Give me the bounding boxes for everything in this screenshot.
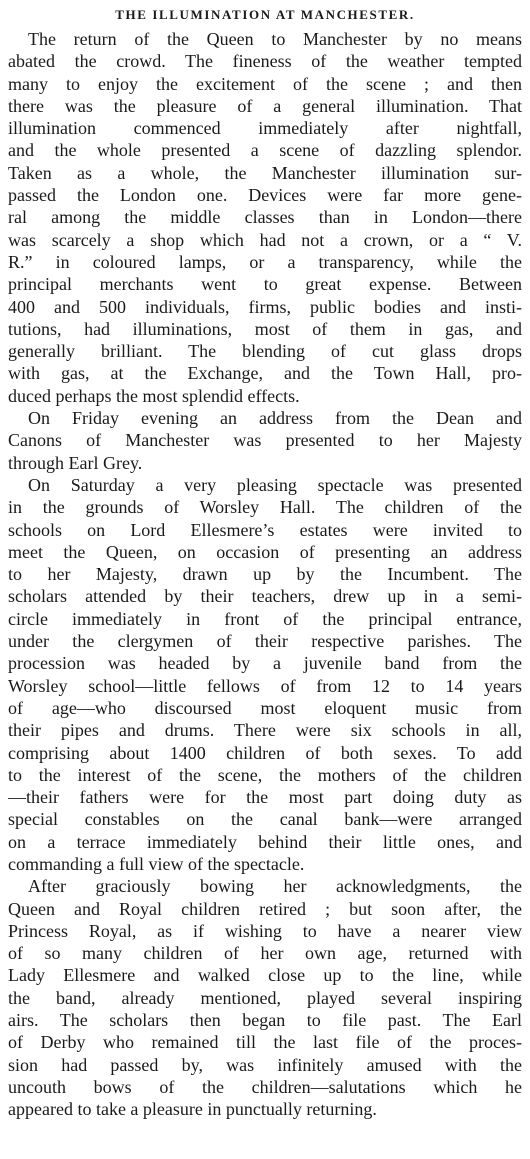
text-line: airs. The scholars then began to file past. The Earl [8, 1010, 522, 1031]
text-line: uncouth bows of the children—salutations which he [8, 1076, 522, 1097]
text-line: duced perhaps the most splendid effects. [8, 385, 300, 406]
article-paragraph [8, 28, 522, 407]
text-line: Lady Ellesmere and walked close up to the line, while [8, 965, 522, 986]
text-line: generally brilliant. The blending of cut glass drops [8, 341, 522, 362]
article-paragraph [8, 875, 522, 1120]
article-body [8, 28, 522, 1121]
text-line: commanding a full view of the spectacle. [8, 853, 305, 874]
text-line: R.” in coloured lamps, or a transparency, while the [8, 251, 522, 272]
text-line: comprising about 1400 children of both sexes. To add [8, 742, 522, 763]
text-line: Princess Royal, as if wishing to have a nearer view [8, 920, 522, 941]
text-line: their pipes and drums. There were six schools in all, [8, 720, 522, 741]
text-line: of Derby who remained till the last file of the proces- [8, 1032, 522, 1053]
text-line: there was the pleasure of a general illumination. That [8, 95, 522, 116]
text-line: to the interest of the scene, the mothers of the children [8, 764, 522, 785]
text-line: meet the Queen, on occasion of presenting an address [8, 541, 522, 562]
article-paragraph [8, 474, 522, 875]
text-line: Canons of Manchester was presented to her Majesty [8, 430, 522, 451]
text-line: sion had passed by, was infinitely amused with the [8, 1054, 522, 1075]
text-line: illumination commenced immediately after nightfall, [8, 118, 522, 139]
article-headline: THE ILLUMINATION AT MANCHESTER. [115, 7, 415, 22]
text-line: schools on Lord Ellesmere’s estates were invited to [8, 519, 522, 540]
text-line: principal merchants went to great expense. Between [8, 274, 522, 295]
text-line: Worsley school—little fellows of from 12 to 14 years [8, 675, 522, 696]
text-line: of so many children of her own age, returned with [8, 943, 522, 964]
text-line: many to enjoy the excitement of the scene ; and then [8, 73, 522, 94]
text-line: 400 and 500 individuals, firms, public bodies and insti- [8, 296, 522, 317]
text-line: through Earl Grey. [8, 452, 143, 473]
text-line: scholars attended by their teachers, drew up in a semi- [8, 586, 522, 607]
text-line: abated the crowd. The fineness of the weather tempted [8, 51, 522, 72]
text-line: in the grounds of Worsley Hall. The children of the [8, 497, 522, 518]
text-line: to her Majesty, drawn up by the Incumbent. The [8, 564, 522, 585]
text-line: tutions, had illuminations, most of them in gas, and [8, 318, 522, 339]
article-paragraph [8, 407, 522, 474]
text-line: The return of the Queen to Manchester by no means [28, 29, 522, 49]
text-line: and the whole presented a scene of dazzling splendor. [8, 140, 522, 161]
text-line: procession was headed by a juvenile band from the [8, 653, 522, 674]
text-line: circle immediately in front of the principal entrance, [8, 608, 522, 629]
text-line: under the clergymen of their respective parishes. The [8, 631, 522, 652]
text-line: with gas, at the Exchange, and the Town Hall, pro- [8, 363, 522, 384]
text-line: on a terrace immediately behind their little ones, and [8, 831, 522, 852]
text-line: ral among the middle classes than in London—there [8, 207, 522, 228]
text-line: On Friday evening an address from the Dean and [28, 408, 522, 429]
text-line: was scarcely a shop which had not a crown, or a “ V. [8, 229, 522, 250]
text-line: After graciously bowing her acknowledgments, the [28, 876, 522, 897]
text-line: appeared to take a pleasure in punctually returning. [8, 1099, 377, 1120]
text-line: of age—who discoursed most eloquent music from [8, 697, 522, 718]
text-line: Queen and Royal children retired ; but soon after, the [8, 898, 522, 919]
text-line: the band, already mentioned, played several inspiring [8, 987, 522, 1008]
text-line: —their fathers were for the most part doing duty as [8, 787, 522, 808]
text-line: Taken as a whole, the Manchester illumination sur- [8, 162, 522, 183]
text-line: On Saturday a very pleasing spectacle was presented [28, 474, 522, 495]
text-line: special constables on the canal bank—were arranged [8, 809, 522, 830]
text-line: passed the London one. Devices were far more gene- [8, 185, 522, 206]
